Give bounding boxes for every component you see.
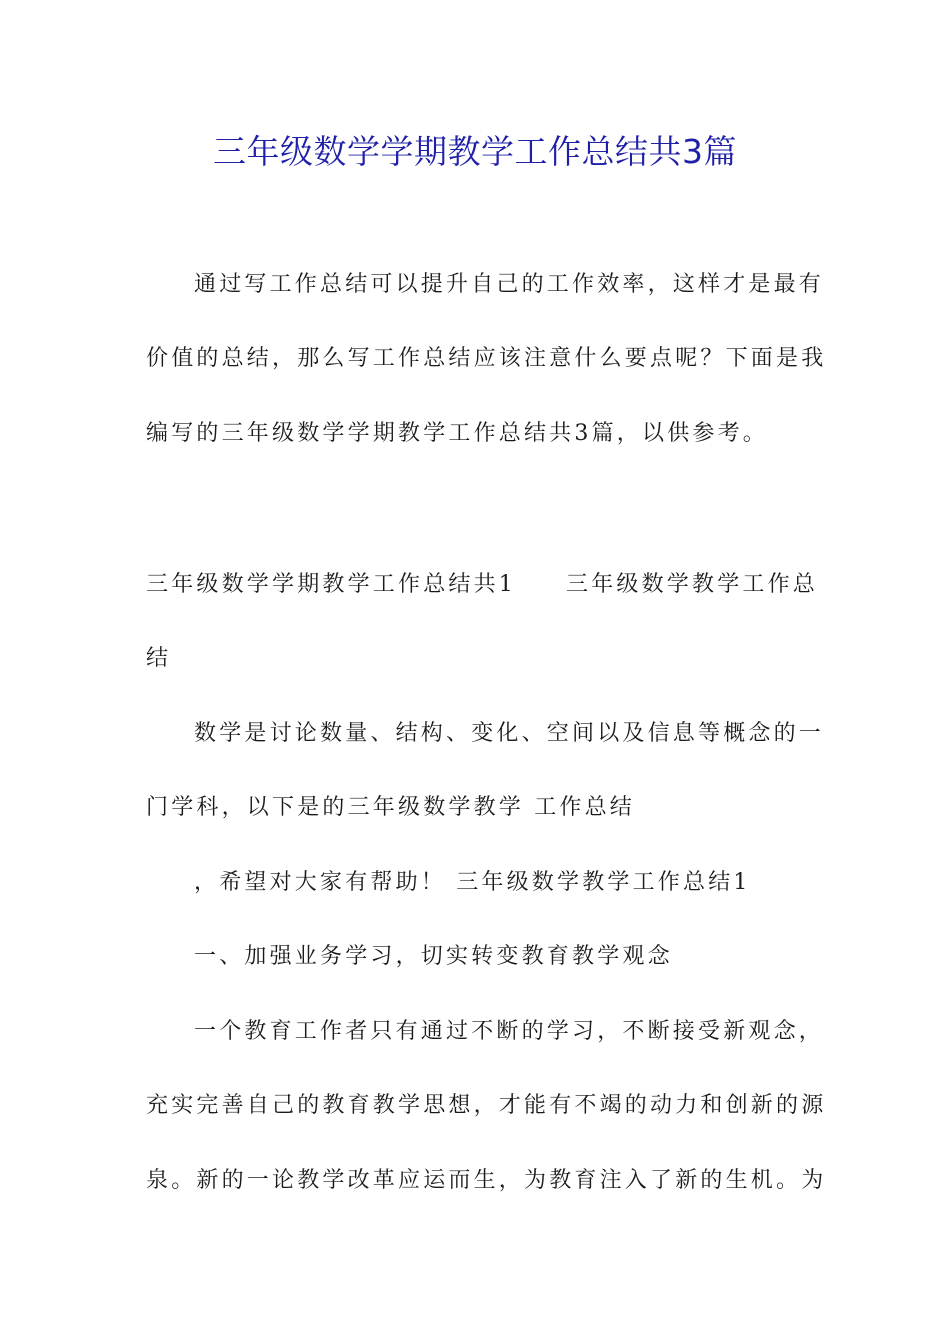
document-title: 三年级数学学期教学工作总结共3篇: [213, 132, 737, 171]
subheading: 一、加强业务学习，切实转变教育教学观念: [194, 944, 673, 969]
para1-line-1: 数学是讨论数量、结构、变化、空间以及信息等概念的一: [194, 721, 825, 746]
intro-line-3: 编写的三年级数学学期教学工作总结共3篇，以供参考。: [146, 421, 768, 446]
para3-line-2: 充实完善自己的教育教学思想，才能有不竭的动力和创新的源: [146, 1093, 827, 1118]
para3-line-1: 一个教育工作者只有通过不断的学习，不断接受新观念，: [194, 1019, 825, 1044]
section-heading-part-b: 三年级数学教学工作总: [566, 572, 819, 597]
para2-line: ，希望对大家有帮助！ 三年级数学教学工作总结1: [194, 870, 751, 895]
section-heading-part-a: 三年级数学学期教学工作总结共1: [146, 572, 516, 597]
intro-line-1: 通过写工作总结可以提升自己的工作效率，这样才是最有: [194, 272, 825, 297]
intro-line-2: 价值的总结，那么写工作总结应该注意什么要点呢？下面是我: [146, 346, 827, 371]
section-heading: [146, 570, 819, 600]
para1-line-2: 门学科，以下是的三年级数学教学 工作总结: [146, 795, 635, 820]
section-heading-part-c: 结: [146, 646, 172, 671]
para3-line-3: 泉。新的一论教学改革应运而生，为教育注入了新的生机。为: [146, 1168, 827, 1193]
